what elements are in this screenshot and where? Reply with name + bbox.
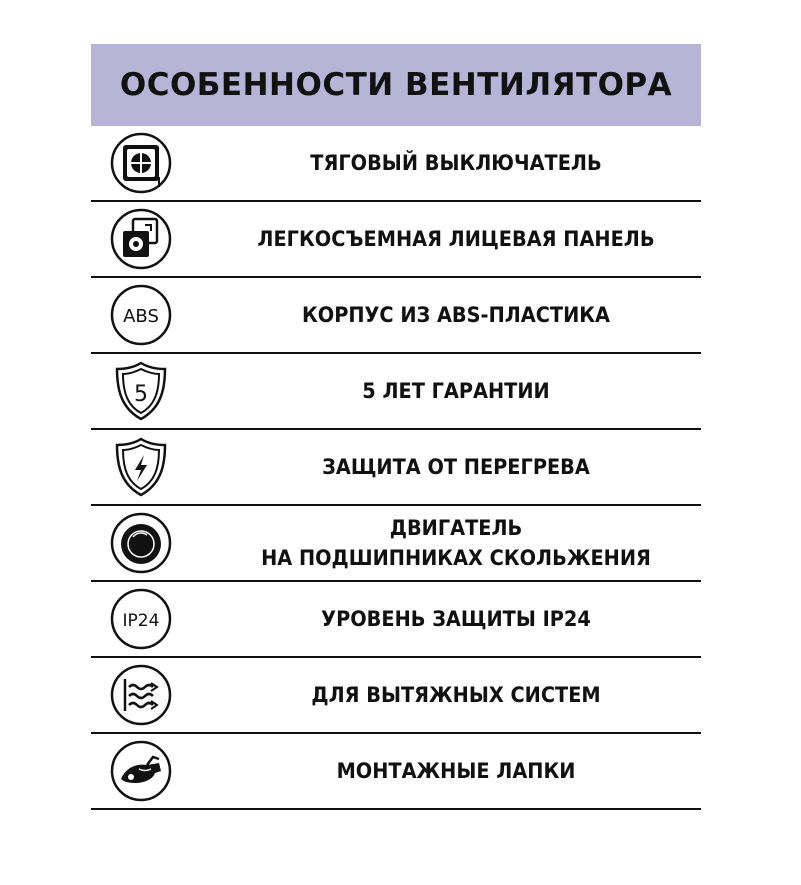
mounting-tabs-icon [109, 739, 173, 803]
airflow-icon [109, 663, 173, 727]
shield-5-icon [109, 359, 173, 423]
feature-row-warranty [91, 354, 701, 430]
pull-switch-fan-icon [109, 131, 173, 195]
feature-label: 5 ЛЕТ ГАРАНТИИ [362, 379, 550, 403]
feature-row-abs [91, 278, 701, 354]
feature-row-overheat [91, 430, 701, 506]
feature-row-removable-panel [91, 202, 701, 278]
feature-label: ТЯГОВЫЙ ВЫКЛЮЧАТЕЛЬ [310, 151, 602, 175]
feature-row-motor [91, 506, 701, 582]
feature-row-pull-switch [91, 126, 701, 202]
feature-row-exhaust [91, 658, 701, 734]
panel-title: ОСОБЕННОСТИ ВЕНТИЛЯТОРА [91, 44, 701, 126]
feature-label [231, 506, 682, 580]
ip24-icon-text: IP24 [122, 611, 160, 631]
abs-icon [109, 283, 173, 347]
motor-icon [109, 511, 173, 575]
feature-label-line-1: ДВИГАТЕЛЬ [389, 516, 523, 540]
ip24-icon [109, 587, 173, 651]
feature-label-line-2: НА ПОДШИПНИКАХ СКОЛЬЖЕНИЯ [261, 546, 651, 570]
abs-icon-text: ABS [123, 306, 159, 327]
shield-lightning-icon [109, 435, 173, 499]
removable-panel-icon [109, 207, 173, 271]
feature-row-mounting [91, 734, 701, 810]
feature-label: ЗАЩИТА ОТ ПЕРЕГРЕВА [322, 455, 590, 479]
features-panel [91, 44, 701, 810]
feature-label: МОНТАЖНЫЕ ЛАПКИ [336, 759, 576, 783]
feature-row-ip24 [91, 582, 701, 658]
feature-label: ДЛЯ ВЫТЯЖНЫХ СИСТЕМ [311, 683, 601, 707]
feature-label: КОРПУС ИЗ ABS-ПЛАСТИКА [301, 303, 611, 327]
shield-5-text: 5 [134, 382, 148, 407]
feature-label: УРОВЕНЬ ЗАЩИТЫ IP24 [321, 607, 591, 631]
feature-label: ЛЕГКОСЪЕМНАЯ ЛИЦЕВАЯ ПАНЕЛЬ [257, 227, 655, 251]
